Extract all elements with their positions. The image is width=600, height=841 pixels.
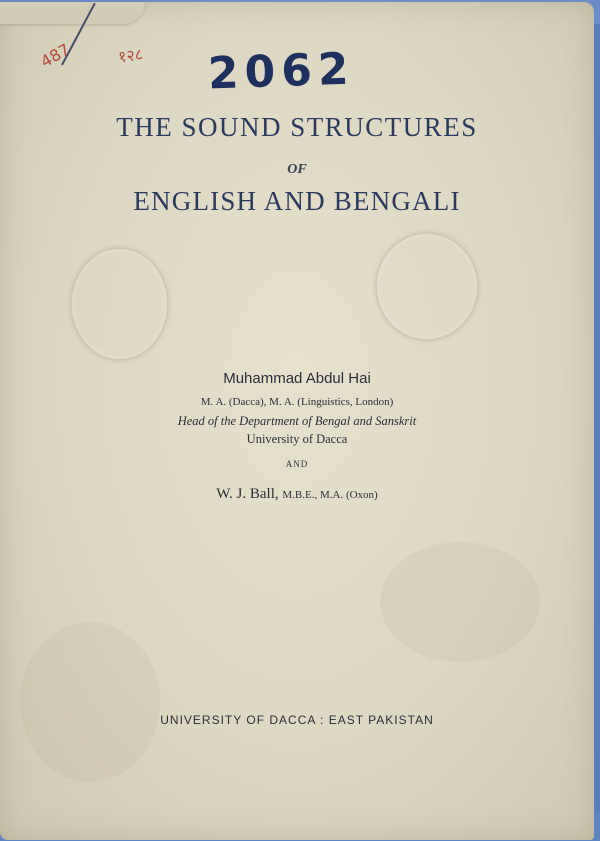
author-1-degrees: M. A. (Dacca), M. A. (Linguistics, London) — [200, 396, 394, 408]
age-stain — [20, 622, 160, 782]
book-cover — [0, 2, 594, 840]
publisher: UNIVERSITY OF DACCA : EAST PAKISTAN — [160, 713, 434, 727]
title-of: OF — [287, 162, 307, 177]
title-line-2: ENGLISH AND BENGALI — [133, 186, 461, 216]
age-stain — [380, 542, 540, 662]
embossed-seal-left — [70, 247, 169, 361]
title-line-1: THE SOUND STRUCTURES — [116, 112, 478, 142]
handwritten-red-mark: 487 — [37, 39, 74, 72]
author-2-name: W. J. Ball, — [216, 486, 283, 502]
author-1-university: University of Dacca — [246, 432, 348, 446]
torn-corner — [0, 2, 145, 24]
embossed-seal-right — [375, 232, 479, 341]
author-2-degrees: M.B.E., M.A. (Oxon) — [282, 489, 378, 501]
handwritten-red-mark: १२८ — [116, 44, 145, 67]
and-separator: AND — [285, 459, 309, 469]
author-1-position: Head of the Department of Bengal and Sanskrit — [177, 414, 417, 428]
author-1-name: Muhammad Abdul Hai — [223, 370, 371, 387]
handwritten-catalog-number: 2062 — [207, 43, 356, 100]
author-2 — [0, 486, 594, 503]
